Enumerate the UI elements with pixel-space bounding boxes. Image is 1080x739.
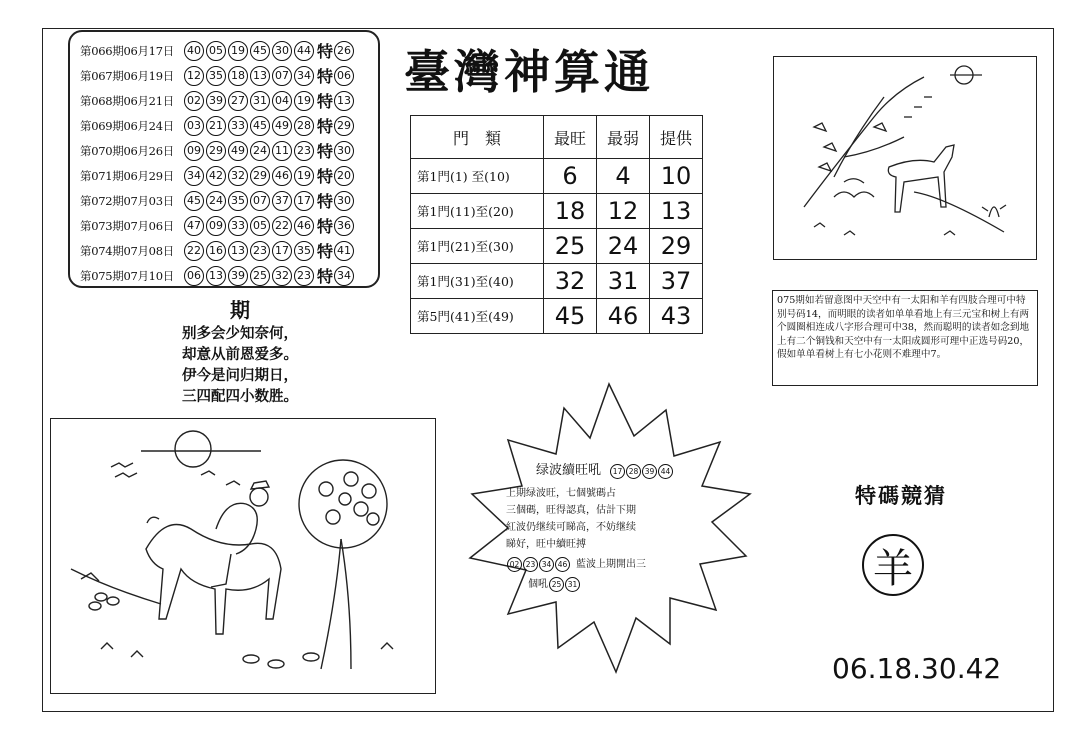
- period-label: 第067期06月19日: [80, 68, 174, 83]
- history-row: [80, 188, 378, 213]
- number-ball: 46: [294, 216, 314, 236]
- special-marker: 特: [317, 242, 334, 261]
- door-max: 45: [544, 299, 597, 334]
- number-ball: 27: [228, 91, 248, 111]
- number-ball: 25: [250, 266, 270, 286]
- number-ball: 45: [184, 191, 204, 211]
- number-ball: 17: [272, 241, 292, 261]
- bottom-numbers: 06.18.30.42: [832, 652, 1002, 685]
- history-row: [80, 238, 378, 263]
- door-row: [411, 264, 703, 299]
- starburst-ball: 44: [658, 464, 673, 479]
- special-number-ball: 13: [334, 91, 354, 111]
- col-header-offer: 提供: [650, 116, 703, 159]
- number-ball: 39: [206, 91, 226, 111]
- starburst-ball: 25: [549, 577, 564, 592]
- poem-line: 别多会少知奈何，: [182, 325, 298, 342]
- number-ball: 03: [184, 116, 204, 136]
- number-ball: 23: [250, 241, 270, 261]
- donkey-illustration: [773, 56, 1037, 260]
- door-min: 46: [597, 299, 650, 334]
- number-ball: 35: [294, 241, 314, 261]
- number-ball: 28: [294, 116, 314, 136]
- history-row: [80, 88, 378, 113]
- special-number-ball: 30: [334, 141, 354, 161]
- number-ball: 18: [228, 66, 248, 86]
- sun-icon: [175, 431, 211, 467]
- rider-icon: [216, 503, 257, 554]
- door-max: 25: [544, 229, 597, 264]
- door-min: 24: [597, 229, 650, 264]
- door-row: [411, 299, 703, 334]
- special-marker: 特: [317, 92, 334, 111]
- number-ball: 49: [228, 141, 248, 161]
- special-number-ball: 26: [334, 41, 354, 61]
- door-max: 6: [544, 159, 597, 194]
- number-ball: 12: [184, 66, 204, 86]
- door-row: [411, 229, 703, 264]
- number-ball: 07: [250, 191, 270, 211]
- number-ball: 07: [272, 66, 292, 86]
- special-marker: 特: [317, 142, 334, 161]
- special-number-ball: 29: [334, 116, 354, 136]
- history-row: [80, 38, 378, 63]
- number-ball: 22: [184, 241, 204, 261]
- number-ball: 42: [206, 166, 226, 186]
- door-max: 32: [544, 264, 597, 299]
- tree-branch-icon: [804, 77, 924, 207]
- starburst-line: 睇好，旺中續旺搏: [506, 539, 586, 550]
- starburst-ball: 31: [565, 577, 580, 592]
- door-offer: 37: [650, 264, 703, 299]
- number-ball: 13: [206, 266, 226, 286]
- door-min: 4: [597, 159, 650, 194]
- special-number-ball: 34: [334, 266, 354, 286]
- rider-drawing: [51, 419, 435, 693]
- number-ball: 30: [272, 41, 292, 61]
- number-ball: 06: [184, 266, 204, 286]
- number-ball: 32: [228, 166, 248, 186]
- number-ball: 13: [228, 241, 248, 261]
- special-number-ball: 06: [334, 66, 354, 86]
- starburst-tail-text: 個吼: [528, 579, 548, 590]
- number-ball: 32: [272, 266, 292, 286]
- period-label: 第075期07月10日: [80, 268, 174, 283]
- starburst-ball: 28: [626, 464, 641, 479]
- door-offer: 29: [650, 229, 703, 264]
- poem-line: 三四配四小数胜。: [182, 388, 298, 405]
- history-row: [80, 138, 378, 163]
- door-range: 第5門(41)至(49): [411, 299, 544, 334]
- special-marker: 特: [317, 167, 334, 186]
- starburst-line: 三個碼，旺得認真，估計下期: [506, 505, 636, 516]
- door-range: 第1門(21)至(30): [411, 229, 544, 264]
- col-header-min: 最弱: [597, 116, 650, 159]
- col-header-category: 門 類: [411, 116, 544, 159]
- col-header-max: 最旺: [544, 116, 597, 159]
- period-label: 第069期06月24日: [80, 118, 174, 133]
- door-range: 第1門(1) 至(10): [411, 159, 544, 194]
- number-ball: 16: [206, 241, 226, 261]
- starburst-ball: 02: [507, 557, 522, 572]
- number-ball: 29: [206, 141, 226, 161]
- number-ball: 45: [250, 41, 270, 61]
- starburst-ball: 46: [555, 557, 570, 572]
- period-label: 第071期06月29日: [80, 168, 174, 183]
- number-ball: 02: [184, 91, 204, 111]
- number-ball: 19: [294, 91, 314, 111]
- number-ball: 09: [184, 141, 204, 161]
- number-ball: 39: [228, 266, 248, 286]
- number-ball: 17: [294, 191, 314, 211]
- history-row: [80, 163, 378, 188]
- special-marker: 特: [317, 192, 334, 211]
- special-marker: 特: [317, 217, 334, 236]
- zodiac-badge: 羊: [862, 534, 924, 596]
- number-ball: 22: [272, 216, 292, 236]
- starburst-line: 上期绿波旺，七個號碼占: [506, 488, 616, 499]
- number-ball: 37: [272, 191, 292, 211]
- number-ball: 35: [228, 191, 248, 211]
- number-ball: 21: [206, 116, 226, 136]
- period-label: 第072期07月03日: [80, 193, 174, 208]
- door-offer: 43: [650, 299, 703, 334]
- riddle-text: 075期如若留意图中天空中有一太阳和羊有四肢合理可中特别号码14，而明眼的读者如单单看地上有三元宝和树上有两个圆圈相连成八字形合理可中38，然而聪明的读者如念到地上有二个铜钱和天空中有一太阳成圆形可理中正选号码20，假如单单看树上有七小花则不难理中7。: [772, 290, 1038, 386]
- number-ball: 23: [294, 266, 314, 286]
- number-ball: 35: [206, 66, 226, 86]
- special-number-ball: 30: [334, 191, 354, 211]
- rider-illustration: [50, 418, 436, 694]
- number-ball: 04: [272, 91, 292, 111]
- period-label: 第070期06月26日: [80, 143, 174, 158]
- history-row: [80, 63, 378, 88]
- number-ball: 24: [206, 191, 226, 211]
- poem-line: 却意从前恩爱多。: [182, 346, 298, 363]
- number-ball: 31: [250, 91, 270, 111]
- special-number-ball: 41: [334, 241, 354, 261]
- door-range: 第1門(31)至(40): [411, 264, 544, 299]
- donkey-drawing: [774, 57, 1036, 259]
- special-marker: 特: [317, 117, 334, 136]
- number-ball: 34: [184, 166, 204, 186]
- door-offer: 10: [650, 159, 703, 194]
- number-ball: 13: [250, 66, 270, 86]
- number-ball: 46: [272, 166, 292, 186]
- number-ball: 34: [294, 66, 314, 86]
- starburst-ball: 39: [642, 464, 657, 479]
- poem-line: 伊今是问归期日，: [182, 367, 298, 384]
- number-ball: 05: [250, 216, 270, 236]
- period-label: 第073期07月06日: [80, 218, 174, 233]
- starburst-title: 绿波續旺吼: [536, 463, 602, 478]
- door-row: [411, 159, 703, 194]
- special-number-ball: 36: [334, 216, 354, 236]
- number-ball: 19: [228, 41, 248, 61]
- door-min: 12: [597, 194, 650, 229]
- special-marker: 特: [317, 42, 334, 61]
- period-label: 第068期06月21日: [80, 93, 174, 108]
- door-range: 第1門(11)至(20): [411, 194, 544, 229]
- number-ball: 49: [272, 116, 292, 136]
- starburst-ball: 34: [539, 557, 554, 572]
- door-table: [410, 115, 703, 334]
- door-max: 18: [544, 194, 597, 229]
- history-row: [80, 113, 378, 138]
- door-row: [411, 194, 703, 229]
- horse-icon: [146, 525, 281, 635]
- number-ball: 24: [250, 141, 270, 161]
- starburst-ball: 23: [523, 557, 538, 572]
- number-ball: 09: [206, 216, 226, 236]
- period-label: 第066期06月17日: [80, 43, 174, 58]
- starburst-blue-text: 藍波上期開出三: [576, 559, 646, 570]
- number-ball: 47: [184, 216, 204, 236]
- history-row: [80, 263, 378, 288]
- starburst-ball: 17: [610, 464, 625, 479]
- special-marker: 特: [317, 267, 334, 286]
- number-ball: 40: [184, 41, 204, 61]
- special-number-ball: 20: [334, 166, 354, 186]
- poem-block: [160, 297, 320, 407]
- number-ball: 11: [272, 141, 292, 161]
- number-ball: 45: [250, 116, 270, 136]
- poem-heading: 期: [230, 298, 250, 322]
- number-ball: 33: [228, 216, 248, 236]
- number-ball: 05: [206, 41, 226, 61]
- page-title: 臺灣神算通: [404, 45, 654, 99]
- special-guess-label: 特碼競猜: [855, 483, 947, 508]
- number-ball: 33: [228, 116, 248, 136]
- history-row: [80, 213, 378, 238]
- door-offer: 13: [650, 194, 703, 229]
- number-ball: 19: [294, 166, 314, 186]
- door-min: 31: [597, 264, 650, 299]
- number-ball: 44: [294, 41, 314, 61]
- starburst-text: [506, 462, 716, 593]
- draw-history-panel: [68, 30, 380, 288]
- special-marker: 特: [317, 67, 334, 86]
- starburst-line: 紅波仍继续可睇高，不妨继续: [506, 522, 636, 533]
- number-ball: 29: [250, 166, 270, 186]
- period-label: 第074期07月08日: [80, 243, 174, 258]
- number-ball: 23: [294, 141, 314, 161]
